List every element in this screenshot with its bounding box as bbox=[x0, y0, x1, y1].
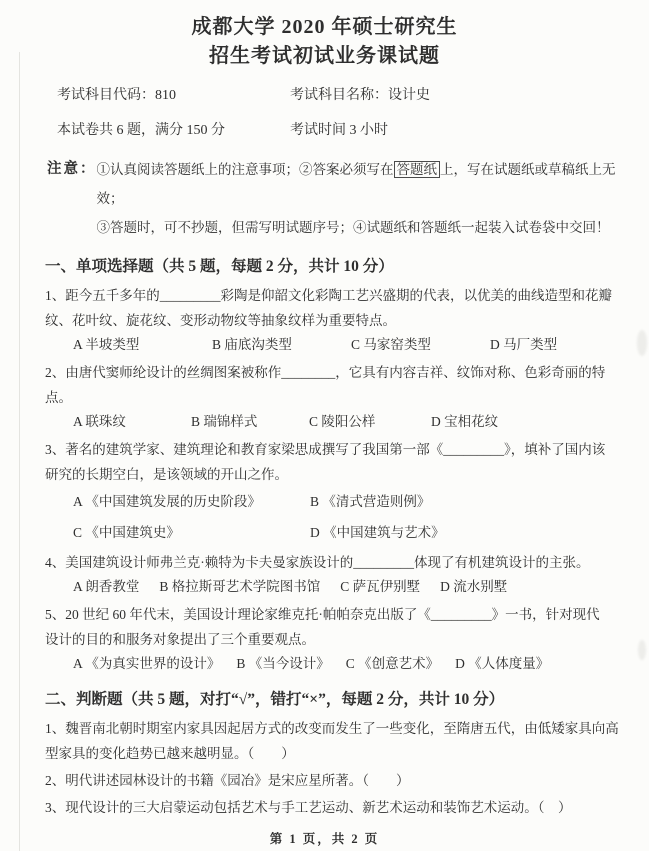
choice-q3-option-a: A 《中国建筑发展的历史阶段》 bbox=[73, 494, 261, 509]
paper-title-line1: 成都大学 2020 年硕士研究生 bbox=[191, 16, 458, 38]
notice-label: 注意： bbox=[47, 161, 97, 177]
notice-block bbox=[47, 155, 623, 242]
scan-fold-artifact bbox=[19, 52, 20, 851]
choice-q4-option-a: A 朗香教堂 bbox=[73, 579, 140, 594]
choice-q4-option-d: D 流水别墅 bbox=[440, 579, 508, 594]
scan-smudge bbox=[637, 330, 647, 356]
choice-q1-option-b: B 庙底沟类型 bbox=[212, 337, 292, 352]
section-choice-heading: 一、单项选择题（共 5 题，每题 2 分，共计 10 分） bbox=[45, 258, 394, 275]
choice-q3-option-b: B 《清式营造则例》 bbox=[310, 494, 431, 509]
choice-q1-option-a: A 半坡类型 bbox=[73, 337, 140, 352]
paper-title-block bbox=[0, 0, 649, 71]
exam-info-row-2 bbox=[57, 120, 619, 142]
judge-question-1: 1、魏晋南北朝时期室内家具因起居方式的改变而发生了一些变化，至隋唐五代，由低矮家具向高型家具的变化趋势已越来越明显。（ ） bbox=[45, 721, 619, 761]
choice-question-4-options bbox=[73, 576, 629, 598]
choice-question-2-options bbox=[73, 411, 629, 433]
choice-q1-option-c: C 马家窑类型 bbox=[351, 337, 431, 352]
choice-question-3-stem: 3、著名的建筑学家、建筑理论和教育家梁思成撰写了我国第一部《_________》，填补了国内该研究的长期空白，是该领域的开山之作。 bbox=[45, 442, 606, 482]
choice-question-4-stem: 4、美国建筑设计师弗兰克·赖特为卡夫曼家族设计的_________体现了有机建筑设计的主张。 bbox=[45, 555, 590, 570]
notice-line1-post: 上，写在试题纸或草稿纸上无效； bbox=[96, 162, 616, 206]
choice-q1-option-d: D 马厂类型 bbox=[490, 337, 558, 352]
exam-subject-code: 考试科目代码：810 bbox=[57, 88, 176, 103]
choice-q5-option-d: D 《人体度量》 bbox=[455, 656, 550, 671]
choice-q3-option-d: D 《中国建筑与艺术》 bbox=[310, 525, 445, 540]
choice-q2-option-a: A 联珠纹 bbox=[73, 414, 126, 429]
notice-line2: ③答题时，可不抄题，但需写明试题序号；④试题纸和答题纸一起装入试卷袋中交回！ bbox=[96, 220, 610, 235]
exam-info-block bbox=[57, 85, 619, 142]
exam-paper-summary: 本试卷共 6 题，满分 150 分 bbox=[57, 123, 225, 138]
scan-smudge bbox=[638, 640, 646, 660]
exam-info-row-1 bbox=[57, 85, 619, 107]
exam-duration: 考试时间 3 小时 bbox=[290, 123, 388, 138]
choice-question-5-options bbox=[73, 653, 629, 675]
answer-sheet-boxed-term: 答题纸 bbox=[394, 161, 441, 178]
choice-q3-option-c: C 《中国建筑史》 bbox=[73, 525, 180, 540]
notice-line1-pre: ①认真阅读答题纸上的注意事项；②答案必须写在 bbox=[96, 162, 394, 177]
choice-q5-option-c: C 《创意艺术》 bbox=[345, 656, 440, 671]
choice-question-2-stem: 2、由唐代窦师纶设计的丝绸图案被称作________，它具有内容吉祥、纹饰对称、色彩奇丽的特点。 bbox=[45, 365, 606, 405]
judge-question-2: 2、明代讲述园林设计的书籍《园冶》是宋应星所著。（ ） bbox=[45, 773, 410, 788]
choice-question-5-stem: 5、20 世纪 60 年代末，美国设计理论家维克托·帕帕奈克出版了《_________》一书，针对现代设计的目的和服务对象提出了三个重要观点。 bbox=[45, 607, 600, 647]
section-judge-heading: 二、判断题（共 5 题，对打“√”，错打“×”，每题 2 分，共计 10 分） bbox=[45, 691, 505, 708]
choice-question-1-options bbox=[73, 334, 629, 356]
paper-title-line2: 招生考试初试业务课试题 bbox=[209, 45, 440, 67]
judge-question-3: 3、现代设计的三大启蒙运动包括艺术与手工艺运动、新艺术运动和装饰艺术运动。（ ） bbox=[45, 800, 572, 815]
choice-q2-option-b: B 瑞锦样式 bbox=[191, 414, 258, 429]
notice-body bbox=[97, 155, 624, 242]
choice-question-3-options bbox=[73, 488, 629, 546]
choice-q2-option-d: D 宝相花纹 bbox=[431, 414, 499, 429]
exam-subject-name: 考试科目名称：设计史 bbox=[290, 88, 430, 103]
choice-q2-option-c: C 陵阳公样 bbox=[309, 414, 376, 429]
choice-q4-option-b: B 格拉斯哥艺术学院图书馆 bbox=[159, 579, 321, 594]
choice-q4-option-c: C 萨瓦伊别墅 bbox=[340, 579, 421, 594]
choice-q5-option-b: B 《当今设计》 bbox=[236, 656, 330, 671]
choice-question-1-stem: 1、距今五千多年的_________彩陶是仰韶文化彩陶工艺兴盛期的代表，以优美的曲线造型和花瓣纹、花叶纹、旋花纹、变形动物纹等抽象纹样为重要特点。 bbox=[45, 288, 612, 328]
page-number: 第 1 页，共 2 页 bbox=[269, 832, 380, 846]
choice-q5-option-a: A 《为真实世界的设计》 bbox=[73, 656, 221, 671]
